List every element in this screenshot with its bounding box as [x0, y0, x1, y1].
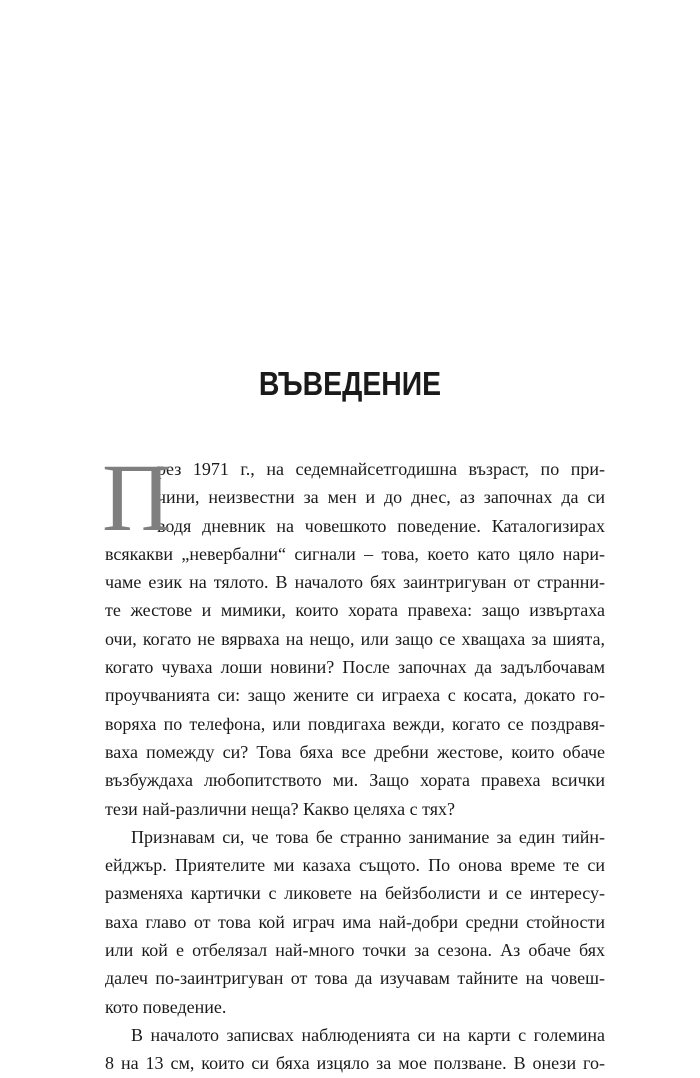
text-line: очи, когато не вярваха на нещо, или защо се хващаха за шията, [105, 628, 605, 649]
text-line: или кой е отбелязал най-много точки за сезона. Аз обаче бях [105, 940, 605, 961]
text-line: Признавам си, че това бе странно занимание за един тийн- [131, 826, 605, 847]
text-line: кото поведение. [105, 996, 227, 1017]
text-line: ейджър. Приятелите ми казаха същото. По онова време те си [105, 855, 605, 876]
chapter-title: ВЪВЕДЕНИЕ [258, 365, 442, 402]
text-line: рез 1971 г., на седемнайсетгодишна възраст, по при- [157, 459, 605, 479]
text-line: далеч по-заинтригуван от това да изучавам тайните на човеш- [105, 968, 605, 989]
text-line: възбуждаха любопитството ми. Защо хората правеха всички [105, 770, 605, 791]
text-line: воряха по телефона, или повдигаха вежди, когато се поздравя- [105, 713, 605, 734]
text-line: ваха помежду си? Това бяха все дребни жестове, които обаче [105, 741, 605, 762]
text-line: чаме език на тялото. В началото бях заинтригуван от странни- [105, 572, 605, 593]
body-text [102, 444, 605, 1078]
text-line: водя дневник на човешкото поведение. Каталогизирах [157, 515, 605, 536]
text-line: тези най-различни неща? Какво целяха с тях? [105, 798, 455, 819]
text-line: 8 на 13 см, които си бяха изцяло за мое ползване. В онези го- [105, 1053, 605, 1074]
text-line: когато чуваха лоши новини? После започнах да задълбочавам [105, 657, 605, 678]
text-line: всякакви „невербални“ сигнали – това, което като цяло нари- [105, 543, 605, 564]
text-line: те жестове и мимики, които хората правеха: защо извъртаха [105, 600, 605, 621]
text-line: разменяха картички с ликовете на бейзболисти и се интересу- [105, 883, 605, 904]
text-line: чини, неизвестни за мен и до днес, аз започнах да си [157, 487, 605, 508]
text-line: ваха главо от това кой играч има най-добри средни стойности [105, 911, 605, 932]
drop-cap: П [102, 444, 172, 551]
text-line: проучванията си: защо жените си играеха с косата, докато го- [105, 685, 605, 706]
text-line: В началото записвах наблюденията си на карти с големина [131, 1024, 605, 1045]
